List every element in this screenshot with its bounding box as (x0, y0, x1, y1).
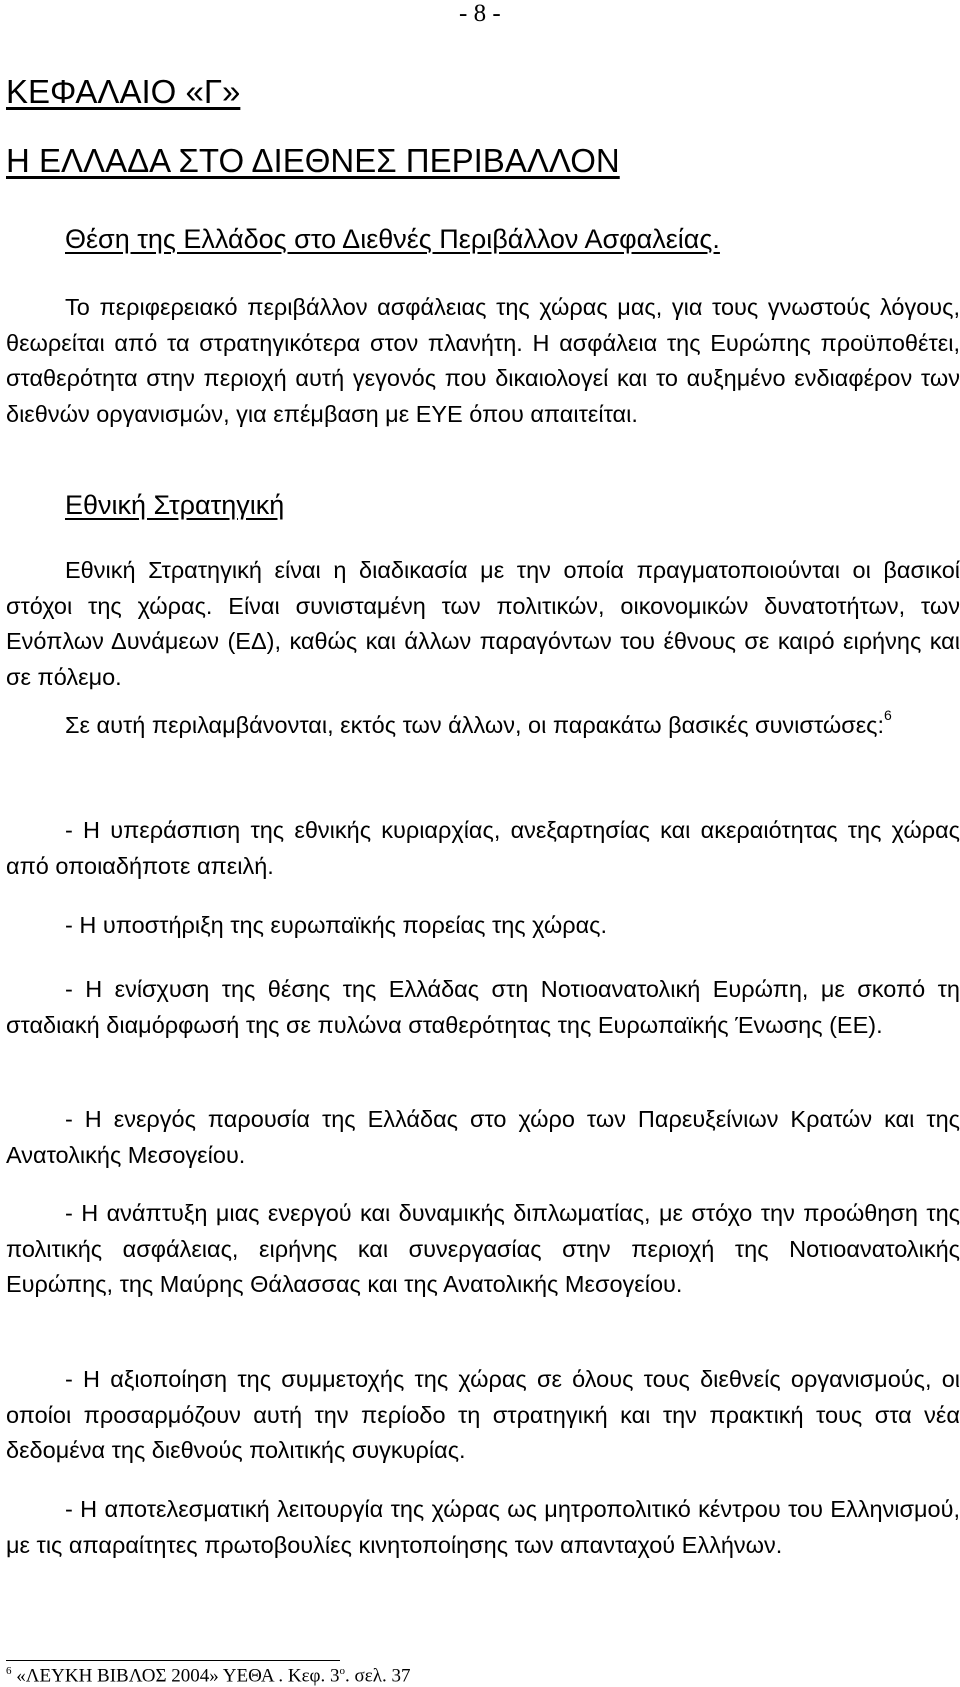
component-item: - Η αποτελεσματική λειτουργία της χώρας ως μητροπολιτικό κέντρου του Ελληνισμού, με τις απαραίτητες πρωτοβουλίες κινητοποίησης των απανταχού Ελλήνων. (6, 1496, 960, 1558)
subsection-heading-security: Θέση της Ελλάδος στο Διεθνές Περιβάλλον Ασφαλείας. (65, 224, 720, 254)
component-item: - Η αξιοποίηση της συμμετοχής της χώρας σε όλους τους διεθνείς οργανισμούς, οι οποίοι προσαρμόζουν αυτή την περίοδο τη στρατηγική και την πρακτική τους στα νέα δεδομένα της διεθνούς πολιτικής συγκυρίας. (6, 1366, 960, 1464)
footnote-marker: 6 (6, 1665, 12, 1677)
component-item: - Η ανάπτυξη μιας ενεργού και δυναμικής διπλωματίας, με στόχο την προώθηση της πολιτικής ασφάλειας, ειρήνης και συνεργασίας στην περιοχή της Νοτιοανατολικής Ευρώπης, της Μαύρης Θάλασσας και της Ανατολικής Μεσογείου. (6, 1200, 960, 1298)
footnote (6, 1665, 410, 1687)
subsection-heading-strategy: Εθνική Στρατηγική (65, 490, 285, 520)
component-item: - Η υποστήριξη της ευρωπαϊκής πορείας της χώρας. (65, 912, 608, 938)
section-title: Η ΕΛΛΑΔΑ ΣΤΟ ΔΙΕΘΝΕΣ ΠΕΡΙΒΑΛΛΟΝ (6, 142, 620, 179)
footnote-separator (6, 1660, 340, 1661)
chapter-title: ΚΕΦΑΛΑΙΟ «Γ» (6, 73, 241, 110)
page-number: - 8 - (459, 0, 501, 27)
footnote-reference: 6 (884, 707, 892, 724)
strategy-paragraph: Εθνική Στρατηγική είναι η διαδικασία με την οποία πραγματοποιούνται οι βασικοί στόχοι της χώρας. Είναι συνισταμένη των πολιτικών, οικονομικών δυνατοτήτων, των Ενόπλων Δυνάμεων (ΕΔ), καθώς και άλλων παραγόντων του έθνους σε καιρό ειρήνης και σε πόλεμο. (6, 557, 960, 690)
intro-paragraph: Το περιφερειακό περιβάλλον ασφάλειας της χώρας μας, για τους γνωστούς λόγους, θεωρείται από τα στρατηγικότερα στον πλανήτη. Η ασφάλεια της Ευρώπης προϋποθέτει, σταθερότητα στην περιοχή αυτή γεγονός που δικαιολογεί και το αυξημένο ενδιαφέρον των διεθνών οργανισμών, για επέμβαση με ΕΥΕ όπου απαιτείται. (6, 294, 960, 427)
footnote-text: «ΛΕΥΚΗ ΒΙΒΛΟΣ 2004» ΥΕΘΑ . Κεφ. 3 (16, 1665, 340, 1687)
component-item: - Η υπεράσπιση της εθνικής κυριαρχίας, ανεξαρτησίας και ακεραιότητας της χώρας από οποιαδήποτε απειλή. (6, 817, 960, 879)
component-item: - Η ενεργός παρουσία της Ελλάδας στο χώρο των Παρευξείνιων Κρατών και της Ανατολικής Μεσογείου. (6, 1106, 960, 1168)
footnote-ordinal: ο (339, 1665, 346, 1677)
component-item: - Η ενίσχυση της θέσης της Ελλάδας στη Νοτιοανατολική Ευρώπη, με σκοπό τη σταδιακή διαμόρφωσή της σε πυλώνα σταθερότητας της Ευρωπαϊκής Ένωσης (ΕΕ). (6, 976, 960, 1038)
footnote-tail: . σελ. 37 (345, 1665, 411, 1687)
components-intro-paragraph: Σε αυτή περιλαμβάνονται, εκτός των άλλων, οι παρακάτω βασικές συνιστώσες:$^6$ (65, 707, 892, 738)
